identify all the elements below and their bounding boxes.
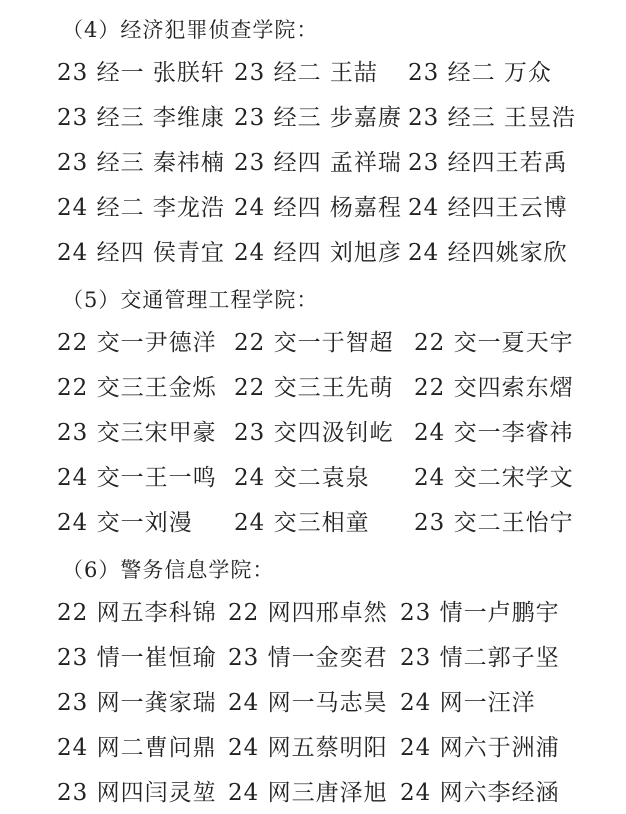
name-entry: 24 经四 刘旭彦 [234,240,402,266]
name-entry: 24 网三唐泽旭 [228,780,388,806]
name-row [0,234,626,274]
name-entry: 24 经二 李龙浩 [57,195,225,221]
name-entry: 24 交二袁泉 [234,465,370,491]
name-entry: 23 网一龚家瑞 [57,690,217,716]
name-entry: 24 网五蔡明阳 [228,735,388,761]
name-entry: 22 交三王金烁 [57,375,217,401]
name-entry: 24 交三相童 [234,510,370,536]
name-row [0,324,626,364]
name-row [0,99,626,139]
name-entry: 24 网六于洲浦 [400,735,560,761]
name-row [0,774,626,814]
name-entry: 22 网四邢卓然 [228,600,388,626]
name-entry: 23 网四闫灵堃 [57,780,217,806]
name-row [0,684,626,724]
name-entry: 24 交二宋学文 [414,465,574,491]
name-entry: 22 交一尹德洋 [57,330,217,356]
name-entry: 24 经四 侯青宜 [57,240,225,266]
name-entry: 22 网五李科锦 [57,600,217,626]
name-entry: 23 情一卢鹏宇 [400,600,560,626]
name-entry: 24 经四姚家欣 [408,240,568,266]
name-entry: 22 交一于智超 [234,330,394,356]
name-entry: 23 经三 王昱浩 [408,105,576,131]
name-entry: 23 经四 孟祥瑞 [234,150,402,176]
name-entry: 23 经二 万众 [408,60,552,86]
name-entry: 23 经二 王喆 [234,60,378,86]
name-row [0,414,626,454]
name-row [0,369,626,409]
name-entry: 23 情一金奕君 [228,645,388,671]
name-entry: 24 网六李经涵 [400,780,560,806]
name-entry: 23 情二郭子坚 [400,645,560,671]
name-entry: 23 经四王若禹 [408,150,568,176]
name-entry: 24 交一王一鸣 [57,465,217,491]
section-title-police-information: （6）警务信息学院： [62,558,275,582]
name-entry: 24 交一李睿祎 [414,420,574,446]
name-entry: 24 经四王云博 [408,195,568,221]
name-row [0,144,626,184]
name-row [0,594,626,634]
section-title-economic-crime: （4）经济犯罪侦查学院： [62,18,319,42]
name-row [0,459,626,499]
name-entry: 23 交四汲钊屹 [234,420,394,446]
name-row [0,639,626,679]
name-entry: 23 情一崔恒瑜 [57,645,217,671]
name-row [0,189,626,229]
name-row [0,729,626,769]
name-entry: 22 交一夏天宇 [414,330,574,356]
name-entry: 23 经三 李维康 [57,105,225,131]
name-entry: 23 交三宋甲豪 [57,420,217,446]
name-entry: 24 网一汪洋 [400,690,536,716]
name-entry: 23 经三 步嘉赓 [234,105,402,131]
name-entry: 24 经四 杨嘉程 [234,195,402,221]
name-entry: 22 交三王先萌 [234,375,394,401]
name-row [0,504,626,544]
name-row [0,54,626,94]
name-entry: 22 交四索东熠 [414,375,574,401]
name-entry: 24 网一马志昊 [228,690,388,716]
name-entry: 23 经一 张朕轩 [57,60,225,86]
name-entry: 23 交二王怡宁 [414,510,574,536]
name-entry: 24 交一刘漫 [57,510,193,536]
name-entry: 23 经三 秦祎楠 [57,150,225,176]
section-title-traffic-management: （5）交通管理工程学院： [62,288,319,312]
name-entry: 24 网二曹问鼎 [57,735,217,761]
